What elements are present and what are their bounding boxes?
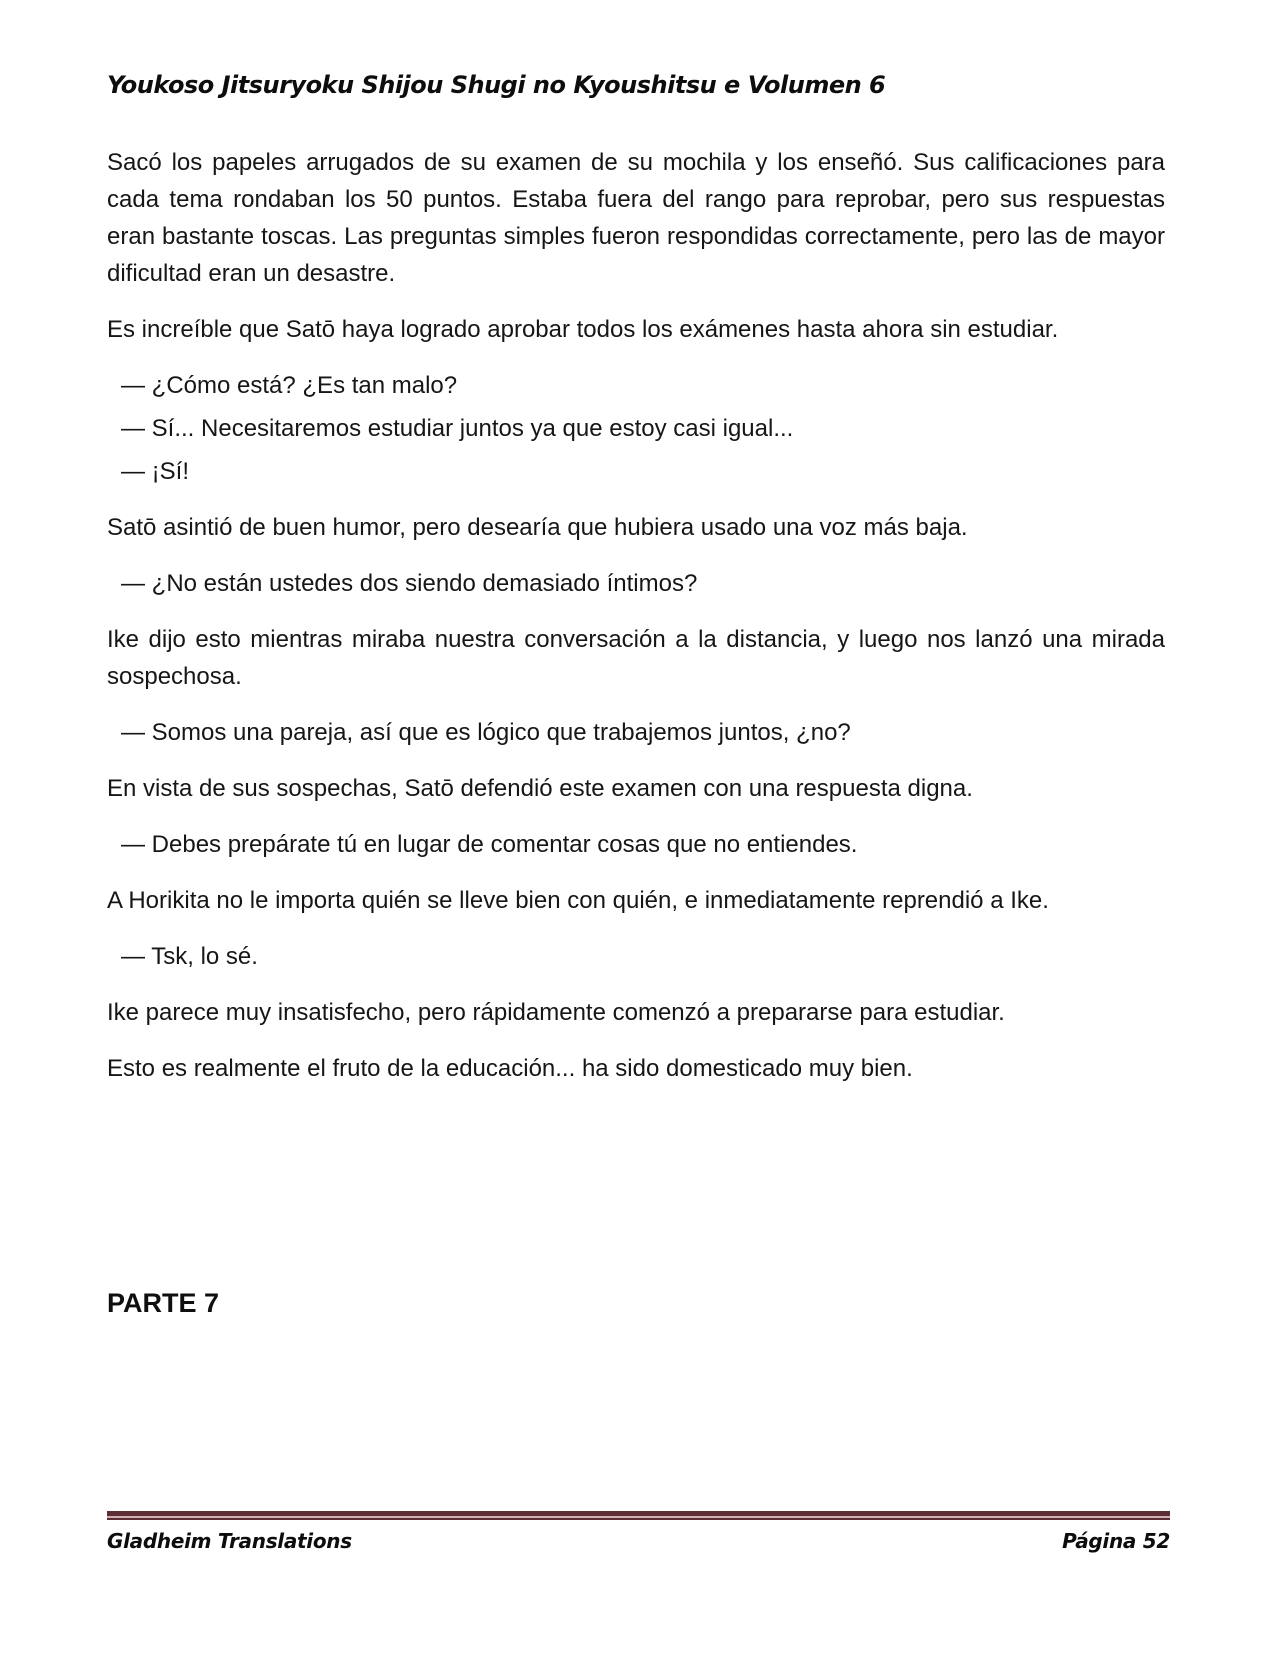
dialogue-line: — Somos una pareja, así que es lógico que trabajemos juntos, ¿no? — [121, 719, 851, 746]
dialogue-line: — ¿No están ustedes dos siendo demasiado íntimos? — [121, 570, 698, 597]
dialogue-line: — ¿Cómo está? ¿Es tan malo? — [121, 372, 458, 399]
paragraph: Ike parece muy insatisfecho, pero rápidamente comenzó a prepararse para estudiar. — [107, 999, 1005, 1026]
footer-page-number: Página 52 — [1062, 1529, 1170, 1553]
paragraph: Sacó los papeles arrugados de su examen de su mochila y los enseñó. Sus calificaciones para cada tema rondaban los 50 puntos. Estaba fuera del rango para reprobar, pero sus respuestas eran bastante toscas. Las preguntas simples fueron respondidas correctamente, pero las de mayor dificultad eran un desastre. — [107, 149, 1165, 287]
paragraph: Ike dijo esto mientras miraba nuestra conversación a la distancia, y luego nos lanzó una mirada sospechosa. — [107, 626, 1165, 690]
paragraph: Es increíble que Satō haya logrado aprobar todos los exámenes hasta ahora sin estudiar. — [107, 316, 1059, 343]
paragraph: A Horikita no le importa quién se lleve bien con quién, e inmediatamente reprendió a Ike. — [107, 887, 1049, 914]
page-footer — [107, 1511, 1170, 1554]
dialogue-line: — Tsk, lo sé. — [121, 943, 258, 970]
dialogue-line: — Sí... Necesitaremos estudiar juntos ya que estoy casi igual... — [121, 415, 794, 442]
paragraph: Esto es realmente el fruto de la educación... ha sido domesticado muy bien. — [107, 1055, 913, 1082]
dialogue-line: — ¡Sí! — [121, 458, 190, 485]
paragraph: Satō asintió de buen humor, pero desearía que hubiera usado una voz más baja. — [107, 514, 968, 541]
section-heading: PARTE 7 — [107, 1288, 220, 1318]
footer-divider-rule — [107, 1511, 1170, 1520]
paragraph: En vista de sus sospechas, Satō defendió este examen con una respuesta digna. — [107, 775, 973, 802]
footer-text-row — [107, 1529, 1170, 1554]
page-content — [107, 0, 1165, 1320]
dialogue-line: — Debes prepárate tú en lugar de comentar cosas que no entiendes. — [121, 831, 858, 858]
page-header-title: Youkoso Jitsuryoku Shijou Shugi no Kyoushitsu e Volumen 6 — [107, 71, 886, 99]
footer-translator-credit: Gladheim Translations — [107, 1529, 352, 1553]
